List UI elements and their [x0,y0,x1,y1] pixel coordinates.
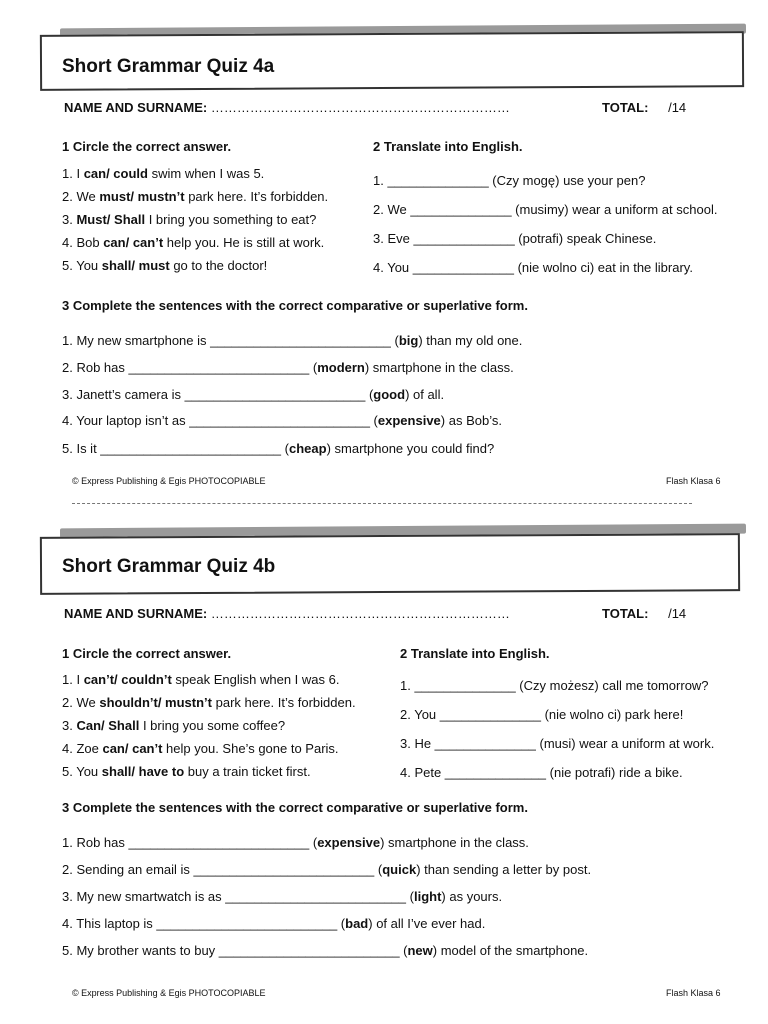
quiz-a-sec1-item: 4. Bob can/ can’t help you. He is still at work. [62,235,325,250]
quiz-b-sec3-item[interactable]: 4. This laptop is _________________________ (bad) of all I’ve ever had. [62,916,486,931]
quiz-a-total [602,100,686,115]
quiz-b-title: Short Grammar Quiz 4b [62,556,276,577]
quiz-a-sec3-item[interactable]: 4. Your laptop isn’t as _________________________ (expensive) as Bob’s. [62,413,502,428]
quiz-a-sec2-heading: 2 Translate into English. [373,139,523,154]
quiz-a-sec3-item[interactable]: 2. Rob has _________________________ (modern) smartphone in the class. [62,360,514,375]
quiz-b-sec3-item[interactable]: 3. My new smartwatch is as _________________________ (light) as yours. [62,889,503,904]
quiz-b-sec3-heading: 3 Complete the sentences with the correct comparative or superlative form. [62,800,528,815]
choice-option[interactable]: can/ could [83,166,148,181]
quiz-a-footer-left: © Express Publishing & Egis PHOTOCOPIABLE [72,476,266,486]
quiz-a-sec1-item: 3. Must/ Shall I bring you something to eat? [62,212,317,227]
quiz-b-sec1-heading: 1 Circle the correct answer. [62,646,232,661]
quiz-a-sec2-item[interactable]: 2. We ______________ (musimy) wear a uniform at school. [373,202,718,217]
quiz-a-footer-right: Flash Klasa 6 [666,476,721,486]
total-label: TOTAL: [602,100,649,115]
quiz-b-sec2-item[interactable]: 2. You ______________ (nie wolno ci) park here! [400,707,684,722]
quiz-a-sec3-item[interactable]: 3. Janett’s camera is _________________________ (good) of all. [62,387,445,402]
quiz-a-sec2-item[interactable]: 1. ______________ (Czy mogę) use your pen? [373,173,646,188]
name-label: NAME AND SURNAME: [64,100,208,115]
quiz-b-sec3-item[interactable]: 1. Rob has _________________________ (expensive) smartphone in the class. [62,835,529,850]
choice-option[interactable]: can/ can’t [103,235,164,250]
quiz-b-sec2-item[interactable]: 4. Pete ______________ (nie potrafi) ride a bike. [400,765,683,780]
total-value: /14 [668,100,687,115]
quiz-b-sec2-item[interactable]: 3. He ______________ (musi) wear a uniform at work. [400,736,715,751]
quiz-a-sec2-item[interactable]: 4. You ______________ (nie wolno ci) eat in the library. [373,260,693,275]
choice-option[interactable]: shall/ have to [101,764,185,779]
quiz-a-sec1-heading: 1 Circle the correct answer. [62,139,232,154]
quiz-b-sec1-item: 3. Can/ Shall I bring you some coffee? [62,718,286,733]
quiz-b-total [602,606,686,621]
choice-option[interactable]: can’t/ couldn’t [83,672,172,687]
quiz-b-sec1-item: 5. You shall/ have to buy a train ticket first. [62,764,311,779]
choice-option[interactable]: shall/ must [101,258,170,273]
quiz-b-sec3-item[interactable]: 2. Sending an email is _________________________ (quick) than sending a letter by post. [62,862,592,877]
name-label: NAME AND SURNAME: [64,606,208,621]
quiz-a-sec3-item[interactable]: 5. Is it _________________________ (cheap) smartphone you could find? [62,441,495,456]
choice-option[interactable]: Can/ Shall [76,718,140,733]
quiz-b-sec1-item: 4. Zoe can/ can’t help you. She’s gone to Paris. [62,741,339,756]
name-field[interactable]: …………………………………………………………… [210,606,510,621]
quiz-a-title: Short Grammar Quiz 4a [62,56,275,77]
quiz-a-sec1-item: 1. I can/ could swim when I was 5. [62,166,265,181]
quiz-a-sec1-item: 2. We must/ mustn’t park here. It’s forbidden. [62,189,329,204]
quiz-a-sec3-item[interactable]: 1. My new smartphone is _________________________ (big) than my old one. [62,333,523,348]
quiz-b-sec2-heading: 2 Translate into English. [400,646,550,661]
quiz-a-sec1-item: 5. You shall/ must go to the doctor! [62,258,268,273]
quiz-a-sec2-item[interactable]: 3. Eve ______________ (potrafi) speak Chinese. [373,231,657,246]
choice-option[interactable]: can/ can’t [102,741,163,756]
quiz-b-name-row [64,606,510,621]
quiz-b-sec1-item: 1. I can’t/ couldn’t speak English when I was 6. [62,672,340,687]
total-value: /14 [668,606,687,621]
choice-option[interactable]: must/ mustn’t [99,189,185,204]
choice-option[interactable]: shouldn’t/ mustn’t [99,695,212,710]
total-label: TOTAL: [602,606,649,621]
quiz-b-sec2-item[interactable]: 1. ______________ (Czy możesz) call me tomorrow? [400,678,709,693]
quiz-b-sec3-item[interactable]: 5. My brother wants to buy _________________________ (new) model of the smartphone. [62,943,589,958]
quiz-a-name-row [64,100,510,115]
choice-option[interactable]: Must/ Shall [76,212,146,227]
quiz-b-footer-left: © Express Publishing & Egis PHOTOCOPIABLE [72,988,266,998]
cut-line [72,503,692,504]
quiz-b-footer-right: Flash Klasa 6 [666,988,721,998]
name-field[interactable]: …………………………………………………………… [210,100,510,115]
quiz-a-sec3-heading: 3 Complete the sentences with the correct comparative or superlative form. [62,298,528,313]
quiz-b-sec1-item: 2. We shouldn’t/ mustn’t park here. It’s forbidden. [62,695,356,710]
